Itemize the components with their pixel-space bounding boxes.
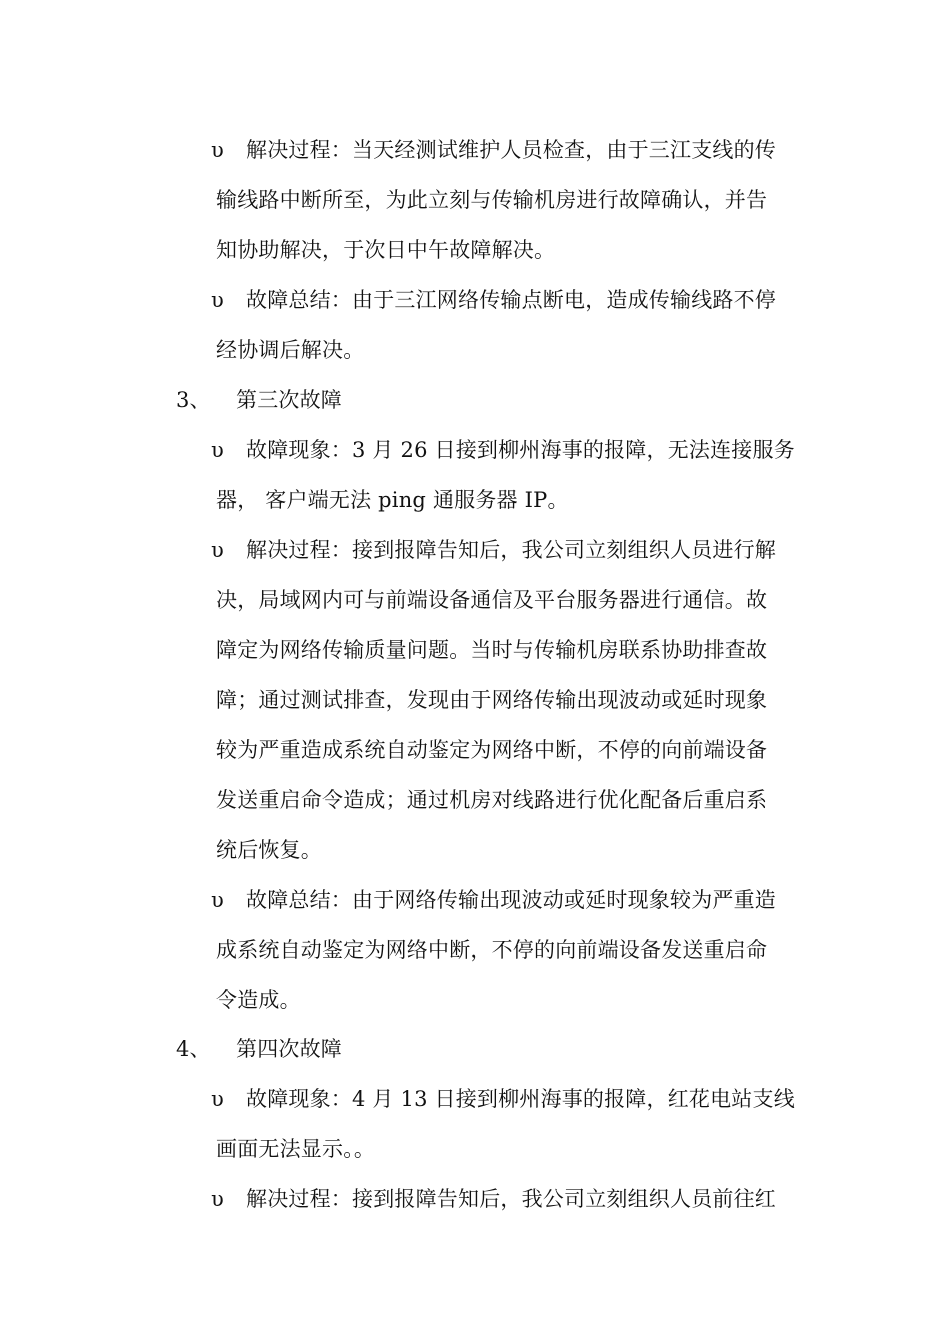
paragraph-line: 发送重启命令造成；通过机房对线路进行优化配备后重启系 bbox=[216, 788, 768, 812]
paragraph-line: 画面无法显示。。 bbox=[216, 1137, 376, 1161]
paragraph-line: 障定为网络传输质量问题。当时与传输机房联系协助排查故 bbox=[216, 638, 768, 662]
paragraph-line: 解决过程：接到报障告知后，我公司立刻组织人员进行解 bbox=[246, 538, 776, 562]
paragraph-line: 成系统自动鉴定为网络中断，不停的向前端设备发送重启命 bbox=[216, 938, 768, 962]
paragraph-line: 器， 客户端无法 ping 通服务器 IP。 bbox=[216, 488, 569, 512]
bullet-icon: υ bbox=[211, 1087, 224, 1111]
paragraph-line: 经协调后解决。 bbox=[216, 338, 365, 362]
paragraph-line: 输线路中断所至，为此立刻与传输机房进行故障确认，并告 bbox=[216, 188, 768, 212]
paragraph-line: 统后恢复。 bbox=[216, 838, 322, 862]
paragraph-line: 障；通过测试排查，发现由于网络传输出现波动或延时现象 bbox=[216, 688, 768, 712]
section-number: 3、 bbox=[176, 388, 211, 412]
paragraph-line: 故障现象：3 月 26 日接到柳州海事的报障，无法连接服务 bbox=[246, 438, 795, 462]
paragraph-line: 令造成。 bbox=[216, 988, 301, 1012]
paragraph-line: 决，局域网内可与前端设备通信及平台服务器进行通信。故 bbox=[216, 588, 768, 612]
bullet-icon: υ bbox=[211, 538, 224, 562]
paragraph-line: 故障现象：4 月 13 日接到柳州海事的报障，红花电站支线 bbox=[246, 1087, 795, 1111]
section-heading: 第四次故障 bbox=[236, 1037, 342, 1061]
bullet-icon: υ bbox=[211, 438, 224, 462]
paragraph-line: 解决过程：当天经测试维护人员检查，由于三江支线的传 bbox=[246, 138, 776, 162]
bullet-icon: υ bbox=[211, 138, 224, 162]
section-heading: 第三次故障 bbox=[236, 388, 342, 412]
paragraph-line: 较为严重造成系统自动鉴定为网络中断，不停的向前端设备 bbox=[216, 738, 768, 762]
bullet-icon: υ bbox=[211, 1187, 224, 1211]
section-number: 4、 bbox=[176, 1037, 211, 1061]
bullet-icon: υ bbox=[211, 888, 224, 912]
bullet-icon: υ bbox=[211, 288, 224, 312]
paragraph-line: 知协助解决，于次日中午故障解决。 bbox=[216, 238, 556, 262]
paragraph-line: 解决过程：接到报障告知后，我公司立刻组织人员前往红 bbox=[246, 1187, 776, 1211]
paragraph-line: 故障总结：由于三江网络传输点断电，造成传输线路不停 bbox=[246, 288, 776, 312]
paragraph-line: 故障总结：由于网络传输出现波动或延时现象较为严重造 bbox=[246, 888, 776, 912]
